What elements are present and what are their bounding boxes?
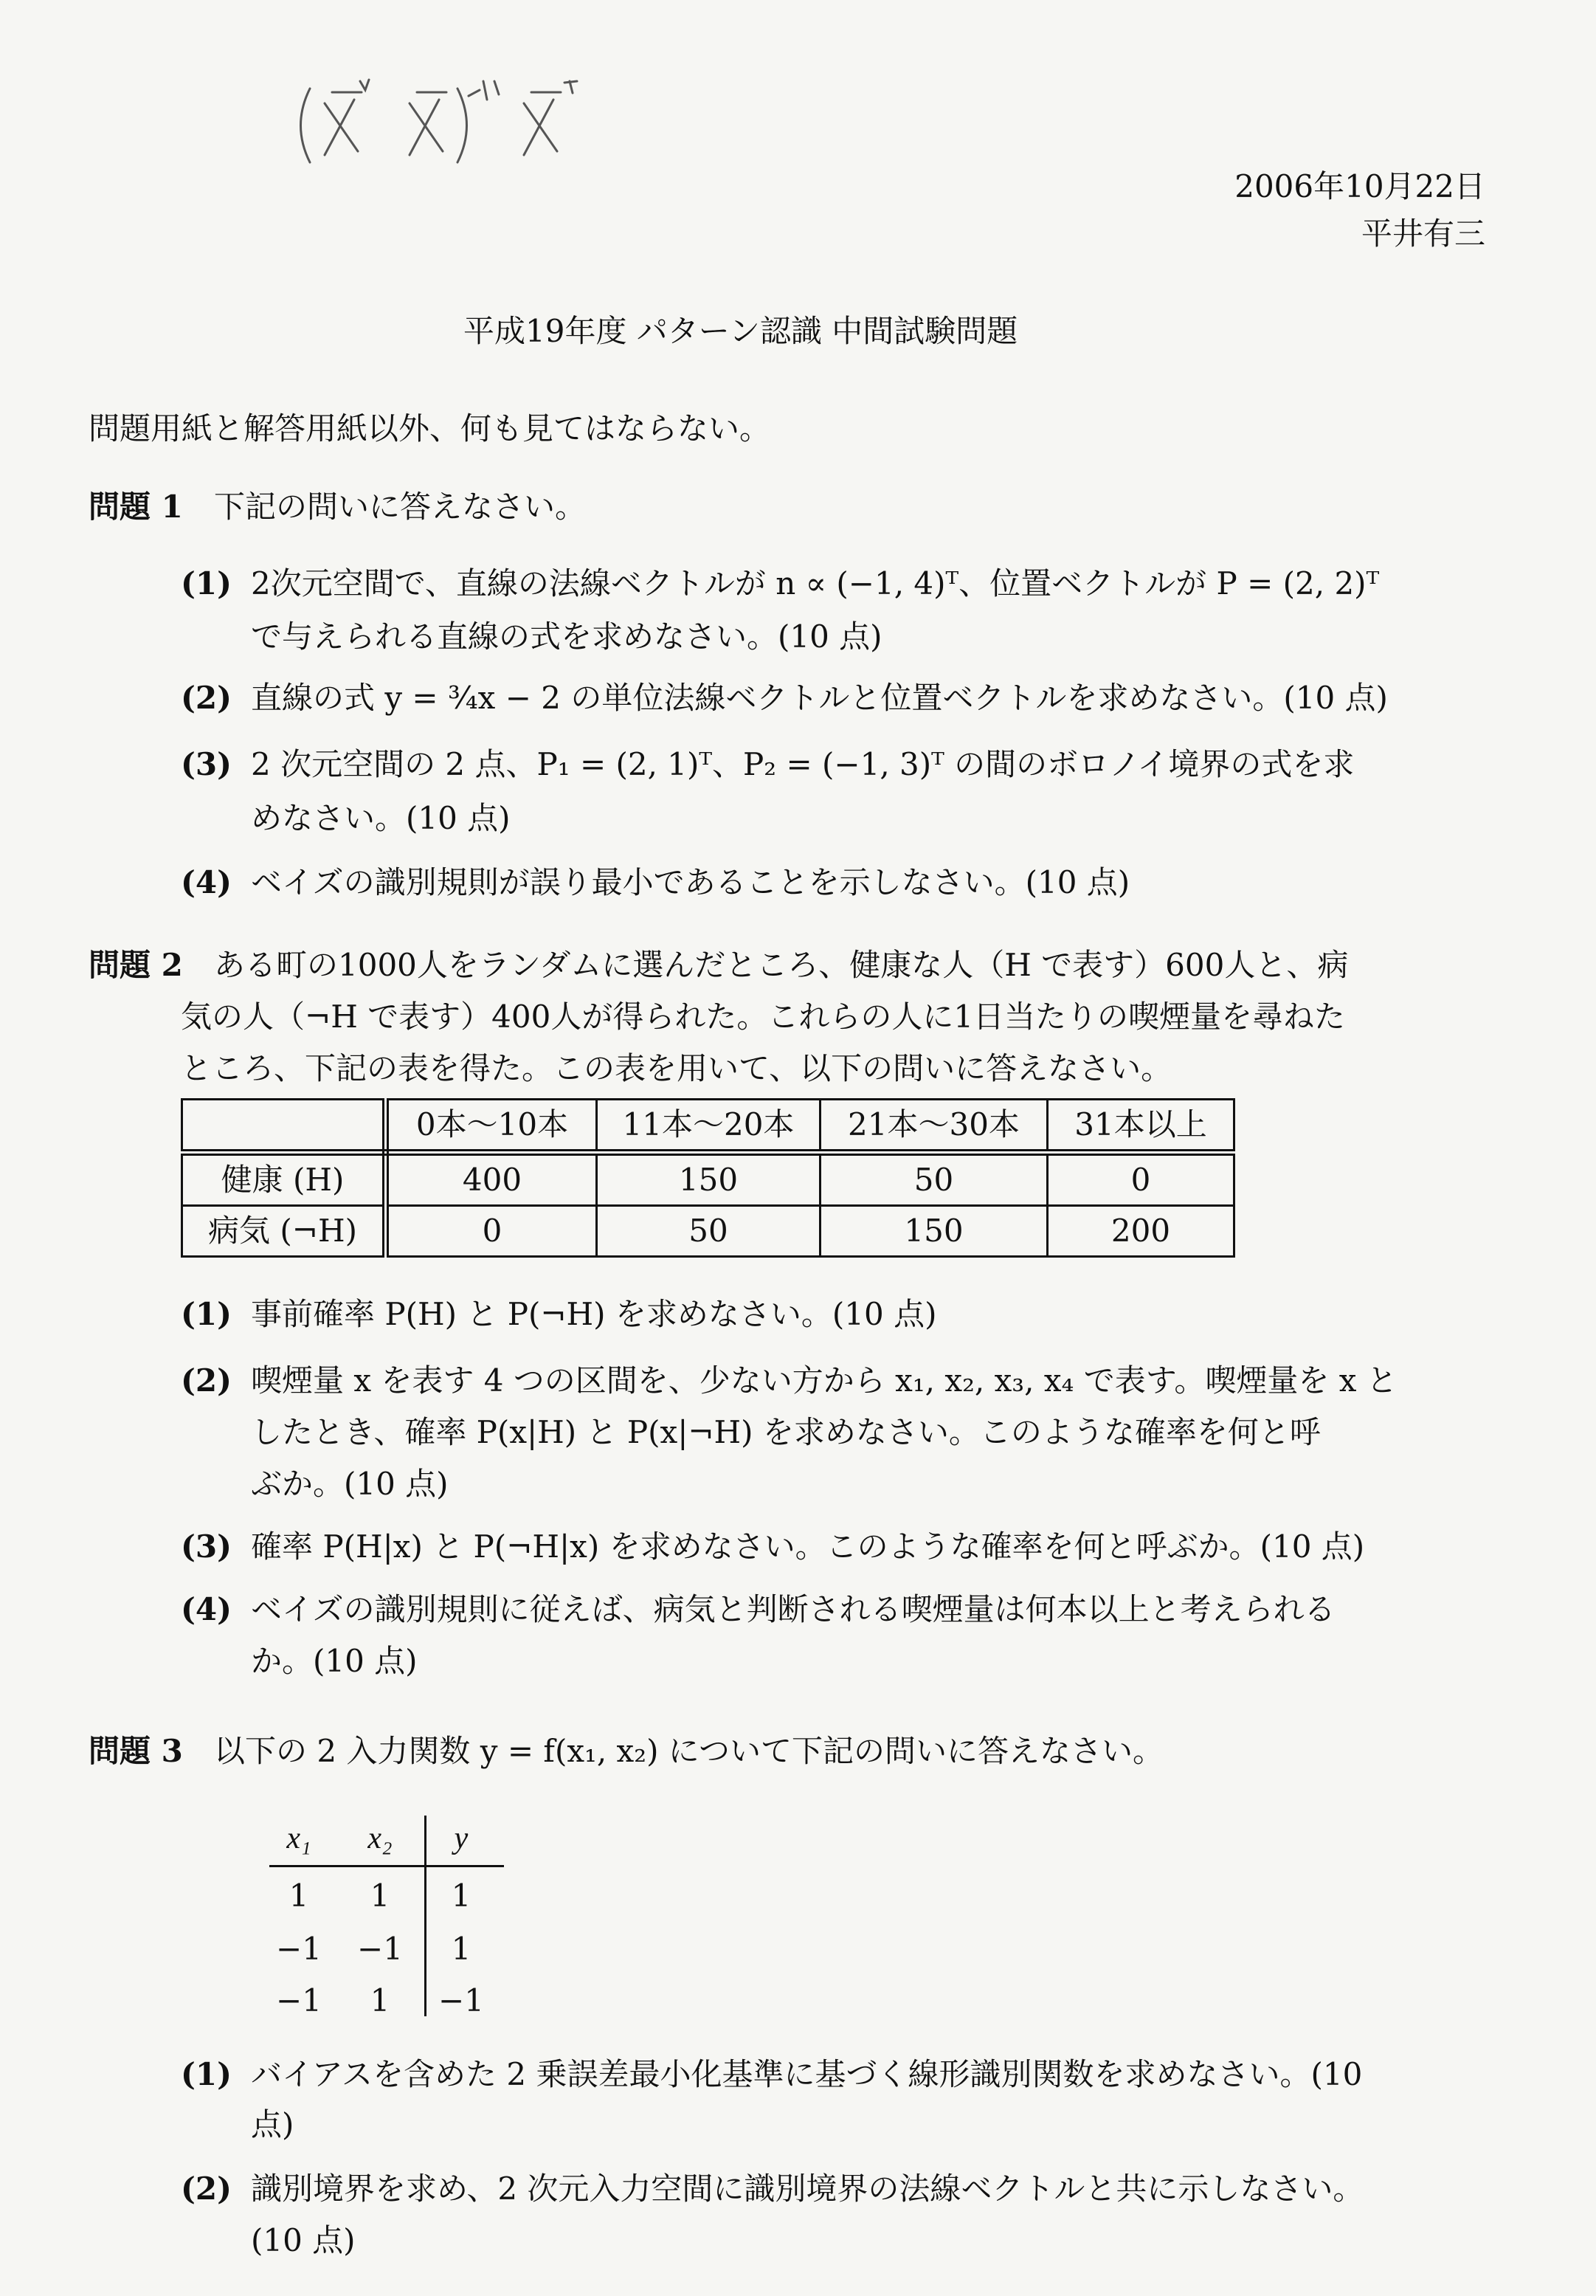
handwritten-note-text: (X^T X)^-1 X^T	[280, 59, 287, 60]
truth-table-cell: −1	[357, 1931, 403, 1967]
table-cell: 150	[821, 1206, 1048, 1257]
p2-q2-number: (2)	[181, 1362, 232, 1399]
table-header-cell: 0本〜10本	[386, 1100, 597, 1153]
instruction: 問題用紙と解答用紙以外、何も見てはならない。	[89, 410, 771, 447]
p3-q1-number: (1)	[181, 2056, 232, 2092]
page-title: 平成19年度 パターン認識 中間試験問題	[463, 313, 1018, 349]
p2-q4-line2: か。(10 点)	[251, 1643, 418, 1679]
table-cell: 0	[386, 1206, 597, 1257]
table-cell: 50	[597, 1206, 821, 1257]
p2-q1-number: (1)	[181, 1296, 232, 1332]
p3-q2-number: (2)	[181, 2171, 232, 2207]
truth-table-cell: 1	[451, 1878, 471, 1914]
p3-q2-line2: (10 点)	[251, 2222, 356, 2258]
date: 2006年10月22日	[1234, 168, 1485, 204]
table-cell: 150	[597, 1153, 821, 1206]
p1-q4-line1: ベイズの識別規則が誤り最小であることを示しなさい。(10 点)	[251, 864, 1130, 900]
truth-table-vline	[424, 1816, 426, 2016]
problem2-line3: ところ、下記の表を得た。この表を用いて、以下の問いに答えなさい。	[181, 1050, 1172, 1086]
p3-q1-line1: バイアスを含めた 2 乗誤差最小化基準に基づく線形識別関数を求めなさい。(10	[251, 2056, 1363, 2092]
problem2-line1: ある町の1000人をランダムに選んだところ、健康な人（H で表す）600人と、病	[214, 947, 1349, 983]
table-cell: 0	[1048, 1153, 1234, 1206]
p2-q1-line1: 事前確率 P(H) と P(¬H) を求めなさい。(10 点)	[251, 1296, 937, 1332]
truth-table-cell: 1	[289, 1878, 309, 1914]
truth-table-cell: 1	[451, 1931, 471, 1967]
smoking-table	[181, 1098, 1235, 1258]
problem2-line2: 気の人（¬H で表す）400人が得られた。これらの人に1日当たりの喫煙量を尋ねた	[181, 999, 1346, 1035]
p1-q3-number: (3)	[181, 746, 232, 782]
p2-q2-line2: したとき、確率 P(x|H) と P(x|¬H) を求めなさい。このような確率を何と呼	[251, 1414, 1321, 1450]
table-row	[182, 1153, 1234, 1206]
problem3-label: 問題 3	[89, 1733, 183, 1769]
table-header-cell: 21本〜30本	[821, 1100, 1048, 1153]
p1-q3-line1: 2 次元空間の 2 点、P₁ = (2, 1)ᵀ、P₂ = (−1, 3)ᵀ の間のボロノイ境界の式を求	[251, 746, 1355, 782]
table-cell: 50	[821, 1153, 1048, 1206]
problem2-label: 問題 2	[89, 947, 183, 983]
p2-q4-line1: ベイズの識別規則に従えば、病気と判断される喫煙量は何本以上と考えられる	[251, 1591, 1336, 1627]
problem1-label: 問題 1	[89, 489, 183, 525]
problem3-intro: 以下の 2 入力関数 y = f(x₁, x₂) について下記の問いに答えなさい。	[214, 1733, 1164, 1769]
table-cell: 400	[386, 1153, 597, 1206]
table-header-cell: 11本〜20本	[597, 1100, 821, 1153]
table-header-cell	[182, 1100, 386, 1153]
p2-q2-line1: 喫煙量 x を表す 4 つの区間を、少ない方から x₁, x₂, x₃, x₄ で表す。喫煙量を x と	[251, 1362, 1398, 1399]
truth-table-cell: −1	[276, 1982, 322, 2019]
p1-q1-line2: で与えられる直線の式を求めなさい。(10 点)	[251, 618, 882, 655]
problem1-intro: 下記の問いに答えなさい。	[214, 489, 587, 525]
truth-table-hline	[269, 1865, 504, 1867]
table-row-label: 病気 (¬H)	[182, 1206, 386, 1257]
p1-q1-line1: 2次元空間で、直線の法線ベクトルが n ∝ (−1, 4)ᵀ、位置ベクトルが P = (2, 2)ᵀ	[251, 565, 1380, 601]
truth-table-header: x₁	[286, 1821, 311, 1855]
p1-q1-number: (1)	[181, 565, 232, 601]
p3-q1-line2: 点)	[251, 2106, 294, 2142]
author: 平井有三	[1361, 216, 1485, 252]
p2-q3-number: (3)	[181, 1528, 232, 1565]
p3-q2-line1: 識別境界を求め、2 次元入力空間に識別境界の法線ベクトルと共に示しなさい。	[251, 2171, 1364, 2207]
table-row-label: 健康 (H)	[182, 1153, 386, 1206]
p2-q2-line3: ぶか。(10 点)	[251, 1466, 449, 1502]
p2-q4-number: (4)	[181, 1591, 232, 1627]
truth-table-cell: 1	[370, 1982, 390, 2019]
table-header-cell: 31本以上	[1048, 1100, 1234, 1153]
truth-table-cell: −1	[438, 1982, 484, 2019]
table-header-row	[182, 1100, 1234, 1153]
p1-q3-line2: めなさい。(10 点)	[251, 800, 511, 836]
p2-q3-line1: 確率 P(H|x) と P(¬H|x) を求めなさい。このような確率を何と呼ぶか。(10 点)	[251, 1528, 1365, 1565]
truth-table-cell: −1	[276, 1931, 322, 1967]
p1-q4-number: (4)	[181, 864, 232, 900]
table-row	[182, 1206, 1234, 1257]
truth-table-cell: 1	[370, 1878, 390, 1914]
truth-table-header: y	[454, 1821, 469, 1855]
p1-q2-line1: 直線の式 y = ¾x − 2 の単位法線ベクトルと位置ベクトルを求めなさい。(10 点)	[251, 680, 1388, 716]
handwritten-note	[280, 59, 664, 185]
table-cell: 200	[1048, 1206, 1234, 1257]
p1-q2-number: (2)	[181, 680, 232, 716]
truth-table-header: x₂	[367, 1821, 393, 1855]
